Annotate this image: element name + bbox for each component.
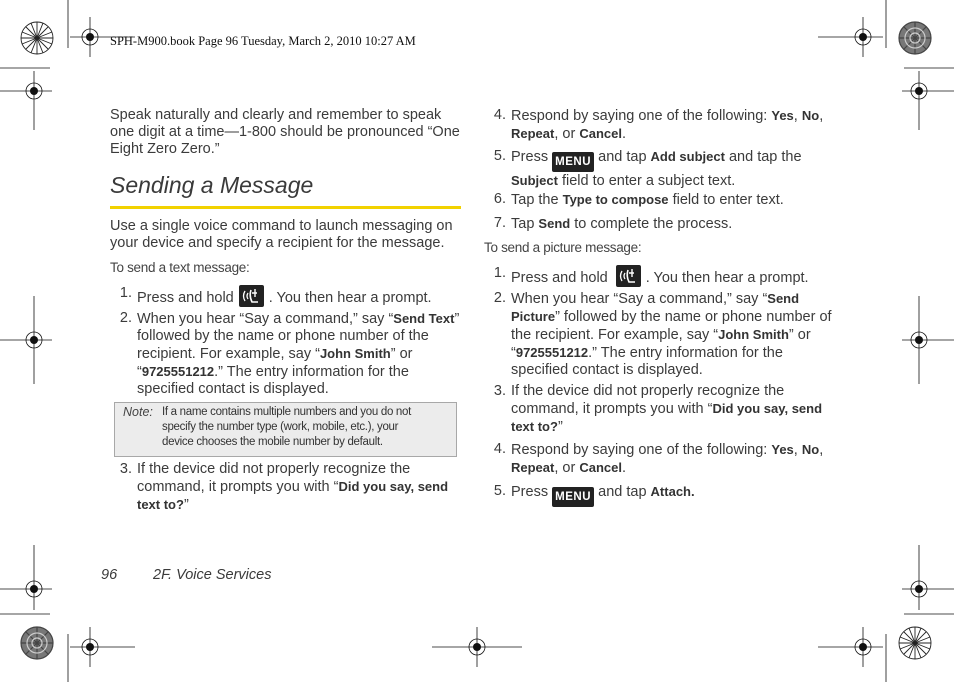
- step-number: 2.: [119, 310, 132, 326]
- prompt-text: text to?: [137, 497, 184, 512]
- registration-mark-icon: [21, 627, 53, 659]
- step-number: 7.: [493, 215, 506, 231]
- step-text: the recipient. For example, say “: [511, 327, 719, 343]
- note-line: specify the number type (work, mobile, etc.), your: [162, 421, 399, 433]
- example-name: John Smith: [718, 327, 789, 342]
- registration-mark-icon: [899, 22, 931, 54]
- registration-mark-icon: [902, 545, 954, 610]
- add-subject-label: Add subject: [650, 149, 725, 164]
- step-number: 5.: [493, 483, 506, 499]
- registration-mark-icon: [818, 627, 883, 667]
- intro-line: Speak naturally and clearly and remember to speak: [110, 107, 442, 123]
- step-number: 3.: [493, 383, 506, 399]
- step-text: ” or: [390, 346, 413, 362]
- step-text: Respond by saying one of the following:: [511, 442, 772, 458]
- step-text: Respond by saying one of the following:: [511, 108, 772, 124]
- type-to-compose-label: Type to compose: [562, 192, 669, 207]
- paragraph-line: Use a single voice command to launch messaging on: [110, 218, 453, 234]
- step-number: 4.: [493, 441, 506, 457]
- separator: ,: [819, 442, 824, 458]
- registration-mark-icon: [0, 545, 52, 610]
- registration-mark-icon: [902, 71, 954, 130]
- step-text: Press and hold: [511, 270, 608, 286]
- intro-line: Eight Zero Zero.”: [110, 141, 220, 157]
- step-text: Tap: [511, 216, 539, 232]
- step-text: When you hear “Say a command,” say “: [511, 291, 768, 307]
- note-line: device chooses the mobile number by default.: [162, 436, 383, 448]
- option-cancel: Cancel: [579, 126, 622, 141]
- registration-mark-icon: [21, 22, 53, 54]
- step-text: . You then hear a prompt.: [645, 270, 809, 286]
- example-number: 9725551212: [515, 345, 589, 360]
- step-text: ” or: [788, 327, 811, 343]
- step-number: 6.: [493, 191, 506, 207]
- step-number: 1.: [119, 285, 132, 301]
- registration-mark-icon: [70, 627, 135, 667]
- separator: , or: [554, 460, 580, 476]
- registration-mark-icon: [0, 296, 52, 384]
- step-text: Press and hold: [137, 290, 234, 306]
- separator: ,: [793, 442, 802, 458]
- step-text: field to enter text.: [668, 192, 784, 208]
- registration-mark-icon: [70, 17, 135, 57]
- step-number: 2.: [493, 290, 506, 306]
- step-text: ”: [183, 497, 189, 513]
- step-text: Press: [511, 484, 549, 500]
- paragraph-line: your device and specify a recipient for the message.: [110, 235, 445, 251]
- step-text: and tap the: [724, 149, 802, 165]
- subheading-text-message: To send a text message:: [110, 260, 250, 275]
- step-text: Tap the: [511, 192, 563, 208]
- step-text: If the device did not properly recognize the: [137, 461, 411, 477]
- step-text: When you hear “Say a command,” say “: [137, 311, 394, 327]
- step-text: to complete the process.: [570, 216, 733, 232]
- option-yes: Yes: [771, 108, 794, 123]
- step-text: .” The entry information for the: [214, 364, 409, 380]
- step-text: “: [137, 364, 142, 380]
- registration-mark-icon: [899, 627, 931, 659]
- prompt-text: text to?: [511, 419, 558, 434]
- step-text: ”: [557, 419, 563, 435]
- note-line: If a name contains multiple numbers and you do not: [162, 406, 412, 418]
- step-number: 5.: [493, 148, 506, 164]
- step-text: Press: [511, 149, 549, 165]
- step-text: .” The entry information for the: [588, 345, 783, 361]
- prompt-text: Did you say, send: [338, 479, 449, 494]
- step-text: command, it prompts you with “: [511, 401, 713, 417]
- step-text: and tap: [594, 149, 651, 165]
- step-number: 4.: [493, 107, 506, 123]
- separator: ,: [793, 108, 802, 124]
- step-text: and tap: [594, 484, 651, 500]
- separator: .: [621, 460, 627, 476]
- command-send-picture: Send: [767, 291, 800, 306]
- separator: ,: [819, 108, 824, 124]
- step-number: 1.: [493, 265, 506, 281]
- step-text: “: [511, 345, 516, 361]
- step-text: specified contact is displayed.: [511, 362, 703, 378]
- step-text: field to enter a subject text.: [557, 173, 736, 189]
- step-text: . You then hear a prompt.: [268, 290, 432, 306]
- example-name: John Smith: [319, 346, 391, 361]
- separator: .: [621, 126, 627, 142]
- note-label: Note:: [123, 405, 153, 419]
- option-repeat: Repeat: [511, 460, 555, 475]
- registration-mark-icon: [0, 71, 52, 130]
- registration-mark-icon: [818, 17, 883, 57]
- example-number: 9725551212: [141, 364, 215, 379]
- prompt-text: Did you say, send: [712, 401, 823, 416]
- step-text: ”: [454, 311, 460, 327]
- step-text: followed by the name or phone number of the: [137, 328, 429, 344]
- registration-mark-icon: [902, 296, 954, 384]
- command-send-picture: Picture: [511, 309, 556, 324]
- menu-key-icon: MENU: [552, 152, 594, 172]
- subheading-picture-message: To send a picture message:: [484, 240, 642, 255]
- command-send-text: Send Text: [393, 311, 455, 326]
- menu-key-icon: MENU: [552, 487, 594, 507]
- option-repeat: Repeat: [511, 126, 555, 141]
- section-heading: Sending a Message: [110, 172, 314, 198]
- option-yes: Yes: [771, 442, 794, 457]
- send-label: Send: [538, 216, 571, 231]
- section-name: 2F. Voice Services: [153, 567, 272, 583]
- step-text: ” followed by the name or phone number of: [555, 309, 832, 325]
- step-number: 3.: [119, 461, 132, 477]
- intro-line: one digit at a time—1-800 should be pronounced “One: [110, 124, 460, 140]
- attach-label: Attach.: [650, 484, 695, 499]
- subject-label: Subject: [511, 173, 558, 188]
- step-text: command, it prompts you with “: [137, 479, 339, 495]
- option-cancel: Cancel: [579, 460, 622, 475]
- step-text: specified contact is displayed.: [137, 381, 329, 397]
- option-no: No: [801, 442, 820, 457]
- page-number: 96: [101, 567, 118, 583]
- step-text: recipient. For example, say “: [137, 346, 320, 362]
- print-header: SPH-M900.book Page 96 Tuesday, March 2, 2010 10:27 AM: [110, 34, 416, 48]
- separator: , or: [554, 126, 580, 142]
- option-no: No: [801, 108, 820, 123]
- step-text: If the device did not properly recognize the: [511, 383, 785, 399]
